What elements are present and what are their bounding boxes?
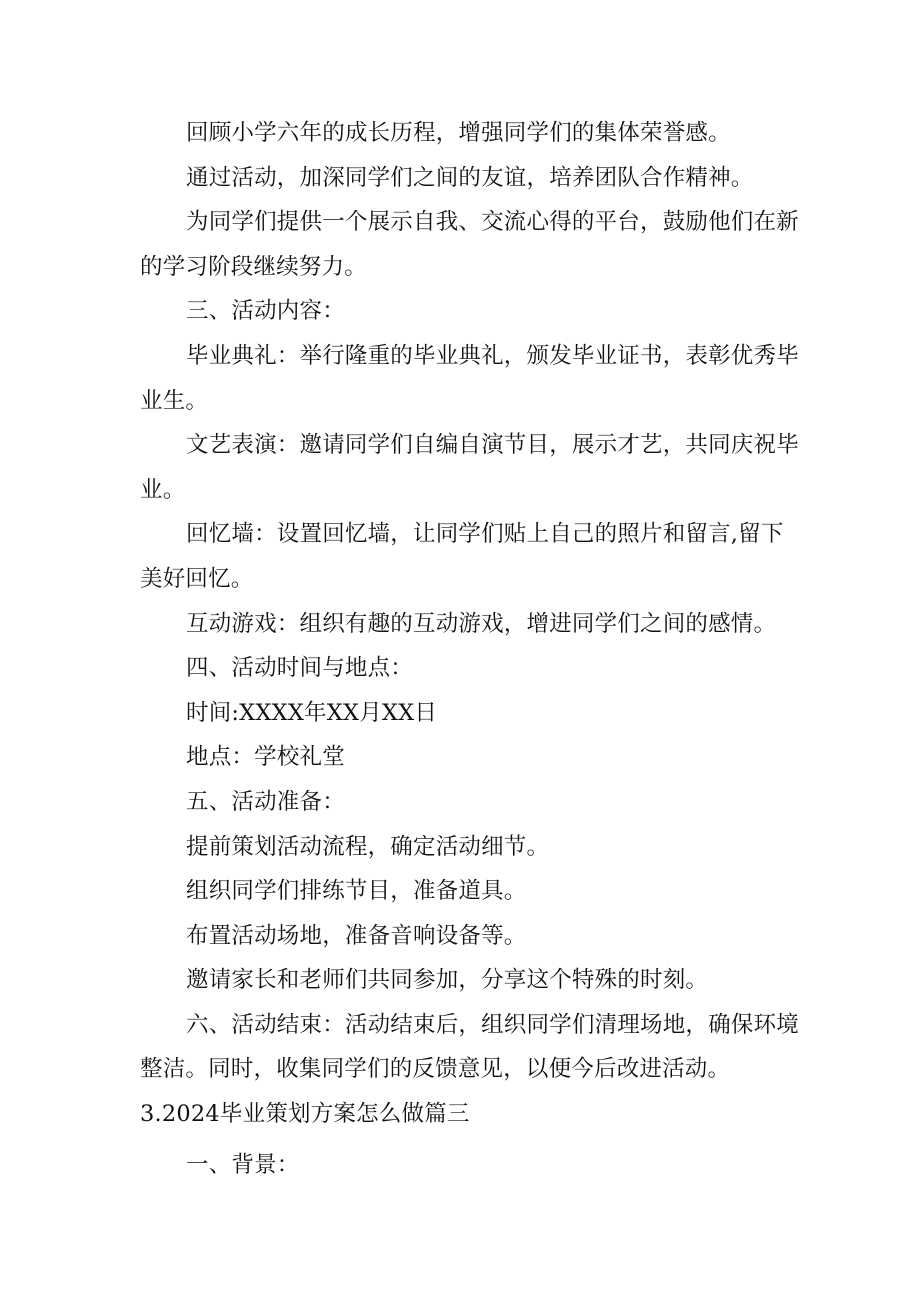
paragraph-prep-1: 提前策划活动流程，确定活动细节。	[186, 833, 550, 860]
paragraph-prep-3: 布置活动场地，准备音响设备等。	[186, 922, 527, 949]
paragraph-prep-2: 组织同学们排练节目，准备道具。	[186, 878, 527, 905]
article-title-part-three: 3.2024毕业策划方案怎么做篇三	[140, 1101, 470, 1128]
document-body	[140, 111, 802, 1187]
paragraph-graduation-ceremony: 毕业典礼：举行隆重的毕业典礼，颁发毕业证书，表彰优秀毕业生。	[140, 342, 799, 414]
paragraph-memory-wall: 回忆墙：设置回忆墙，让同学们贴上自己的照片和留言,留下美好回忆。	[140, 521, 784, 592]
paragraph-activity-end: 六、活动结束：活动结束后，组织同学们清理场地，确保环境整洁。同时，收集同学们的反馈意见，以便今后改进活动。	[140, 1011, 799, 1083]
paragraph-goal-2: 通过活动，加深同学们之间的友谊，培养团队合作精神。	[186, 164, 754, 191]
section-heading-preparation: 五、活动准备：	[186, 788, 345, 815]
paragraph-prep-4: 邀请家长和老师们共同参加，分享这个特殊的时刻。	[186, 967, 709, 994]
paragraph-location: 地点：学校礼堂	[186, 744, 345, 771]
paragraph-time: 时间:XXXX年XX月XX日	[186, 699, 438, 726]
section-heading-time-location: 四、活动时间与地点：	[186, 655, 414, 682]
paragraph-interactive-games: 互动游戏：组织有趣的互动游戏，增进同学们之间的感情。	[186, 610, 777, 637]
paragraph-goal-3: 为同学们提供一个展示自我、交流心得的平台，鼓励他们在新的学习阶段继续努力。	[140, 209, 799, 280]
section-heading-activity-content: 三、活动内容：	[186, 298, 345, 325]
section-heading-background: 一、背景：	[186, 1151, 300, 1178]
paragraph-goal-1: 回顾小学六年的成长历程，增强同学们的集体荣誉感。	[186, 120, 731, 146]
paragraph-art-performance: 文艺表演：邀请同学们自编自演节目，展示才艺，共同庆祝毕业。	[140, 432, 799, 503]
